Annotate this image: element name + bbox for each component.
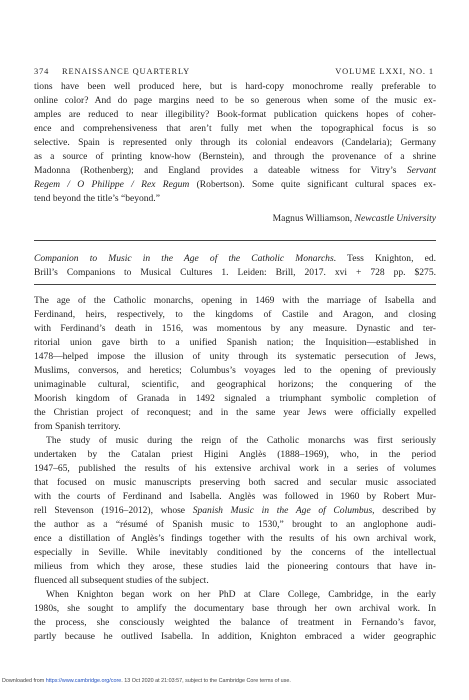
text-run: selective. Spain is represented only through its colonial endeavors (Candelaria); Germany [34, 137, 436, 148]
footer-prefix: Downloaded from [2, 678, 46, 684]
text-run: tions have been well produced here, but is hard-copy monochrome really preferable to [34, 81, 436, 92]
text-run: partly because he outlived Isabella. In addition, Knighton embraced a wider geographic [34, 631, 436, 642]
text-line [34, 392, 436, 406]
text-line [34, 150, 436, 164]
text-line [46, 588, 436, 602]
citation-line [34, 252, 436, 266]
text-run: When Knighton began work on her PhD at Clare College, Cambridge, in the early [46, 589, 436, 600]
italic-text: Servant [406, 165, 436, 176]
text-line [34, 192, 436, 206]
text-line [34, 448, 436, 462]
text-run: undertaken by the Catalan priest Higini Anglès (1888–1969), who, in the period [34, 449, 436, 460]
text-line [34, 122, 436, 136]
text-run: The study of music during the reign of the Catholic monarchs was first seriously [46, 435, 436, 446]
reviewer-signature [34, 212, 436, 226]
text-run: the author as a “résumé of Spanish music to 1530,” brought to an anglophone audi- [34, 519, 436, 530]
text-run: unimaginable cultural, scientific, and geographical horizons; the conquering of the [34, 379, 436, 390]
text-run: ritorial union gave birth to a unified Spanish nation; the Inquisition—established in [34, 337, 436, 348]
text-run: milieus from which they arose, these studies laid the pioneering contours that have in- [34, 561, 436, 572]
text-run: The age of the Catholic monarchs, opening in 1469 with the marriage of Isabella and [34, 295, 436, 306]
text-run: ence a distillation of Anglès’s findings together with the results of his own archival work, [34, 533, 436, 544]
page-number: 374 [34, 67, 50, 76]
text-run: rell Stevenson (1916–2012), whose [34, 505, 193, 516]
text-line [34, 518, 436, 532]
text-run: that focused on music manuscripts preserving both sacred and secular music associated [34, 477, 436, 488]
journal-title: RENAISSANCE QUARTERLY [62, 67, 191, 76]
footer-link[interactable]: https://www.cambridge.org/core [45, 678, 122, 684]
text-run: fluenced all subsequent studies of the subject. [34, 575, 209, 586]
text-line [34, 108, 436, 122]
text-run: Brill’s Companions to Musical Cultures 1. Leiden: Brill, 2017. xvi + 728 pp. $275. [34, 267, 436, 278]
text-line [34, 602, 436, 616]
text-run: Madonna (Rothenberg); and England provides a dateable witness for Vitry’s [34, 165, 407, 176]
text-run: Muslims, conversos, and heretics; Columbus’s voyages led to the opening of previously [34, 365, 436, 376]
text-run: Ferdinand, heirs, respectively, to the kingdoms of Castile and Aragon, and closing [34, 309, 436, 320]
text-line [34, 476, 436, 490]
text-line [34, 532, 436, 546]
text-line [34, 308, 436, 322]
text-line [34, 630, 436, 644]
text-line [34, 336, 436, 350]
text-line [34, 164, 436, 178]
text-line [34, 378, 436, 392]
text-run: ence and comprehensiveness that aren’t fully met when the topographical focus is so [34, 123, 436, 134]
text-run: Moorish kingdom of Granada in 1492 signaled a triumphant symbolic completion of [34, 393, 436, 404]
download-footer [2, 678, 469, 688]
text-line [34, 136, 436, 150]
running-header [34, 67, 434, 79]
text-line [46, 434, 436, 448]
text-run: from Spanish territory. [34, 421, 121, 432]
text-run: amples are reduced to near illegibility? Book-format publication quickens hopes of coher- [34, 109, 436, 120]
footer-suffix: . 13 Oct 2020 at 21:03:57, subject to the Cambridge Core terms of use. [121, 678, 291, 684]
text-line [34, 406, 436, 420]
text-line [34, 294, 436, 308]
reviewer-affiliation: Newcastle University [354, 213, 436, 224]
section-divider [34, 240, 436, 241]
text-run: with Ferdinand’s death in 1516, was momentous by any measure. Dynastic and ter- [34, 323, 436, 334]
text-run: (Robertson). Some quite significant cultural spaces ex- [189, 179, 436, 190]
citation-line [34, 266, 436, 280]
italic-text: Spanish Music in the Age of Columbus [192, 505, 373, 516]
italic-text: Companion to Music in the Age of the Catholic Monarchs [34, 253, 334, 264]
text-run: 1947–65, published the results of his extensive archival work in a series of volumes [34, 463, 436, 474]
text-line [34, 350, 436, 364]
text-run: with the courts of Ferdinand and Isabella. Anglès was followed in 1960 by Robert Mur- [34, 491, 436, 502]
text-line [34, 462, 436, 476]
text-run: , described by [372, 505, 436, 516]
text-run: . Tess Knighton, ed. [333, 253, 436, 264]
text-line [34, 560, 436, 574]
text-run: tend beyond the title’s “beyond.” [34, 193, 160, 204]
text-run: the Christian project of reconquest; and in the same year Jews were officially expelled [34, 407, 436, 418]
text-line [34, 546, 436, 560]
italic-text: Regem / O Philippe / Rex Regum [34, 179, 190, 190]
text-run: as a source of printing know-how (Bernstein), and through the provenance of a shrine [34, 151, 436, 162]
section-divider [34, 284, 436, 285]
text-line [34, 420, 436, 434]
text-run: the process, she consciously weighted the balance of treatment in Fernando’s favor, [34, 617, 436, 628]
reviewer-name: Magnus Williamson, [272, 213, 355, 224]
text-line [34, 574, 436, 588]
text-line [34, 322, 436, 336]
text-run: especially in Seville. While inevitably conditioned by the concerns of the intellectual [34, 547, 436, 558]
text-line [34, 178, 436, 192]
text-line [34, 80, 436, 94]
text-line [34, 94, 436, 108]
text-line [34, 364, 436, 378]
text-run: online color? And do page margins need to be so generous when some of the music ex- [34, 95, 436, 106]
text-run: 1980s, she sought to amplify the documentary base through her own archival work. In [34, 603, 436, 614]
text-line [34, 490, 436, 504]
text-line [34, 616, 436, 630]
text-line [34, 504, 436, 518]
volume-issue: VOLUME LXXI, NO. 1 [335, 67, 434, 76]
text-run: 1478—helped impose the illusion of unity through its systematic persecution of Jews, [34, 351, 436, 362]
